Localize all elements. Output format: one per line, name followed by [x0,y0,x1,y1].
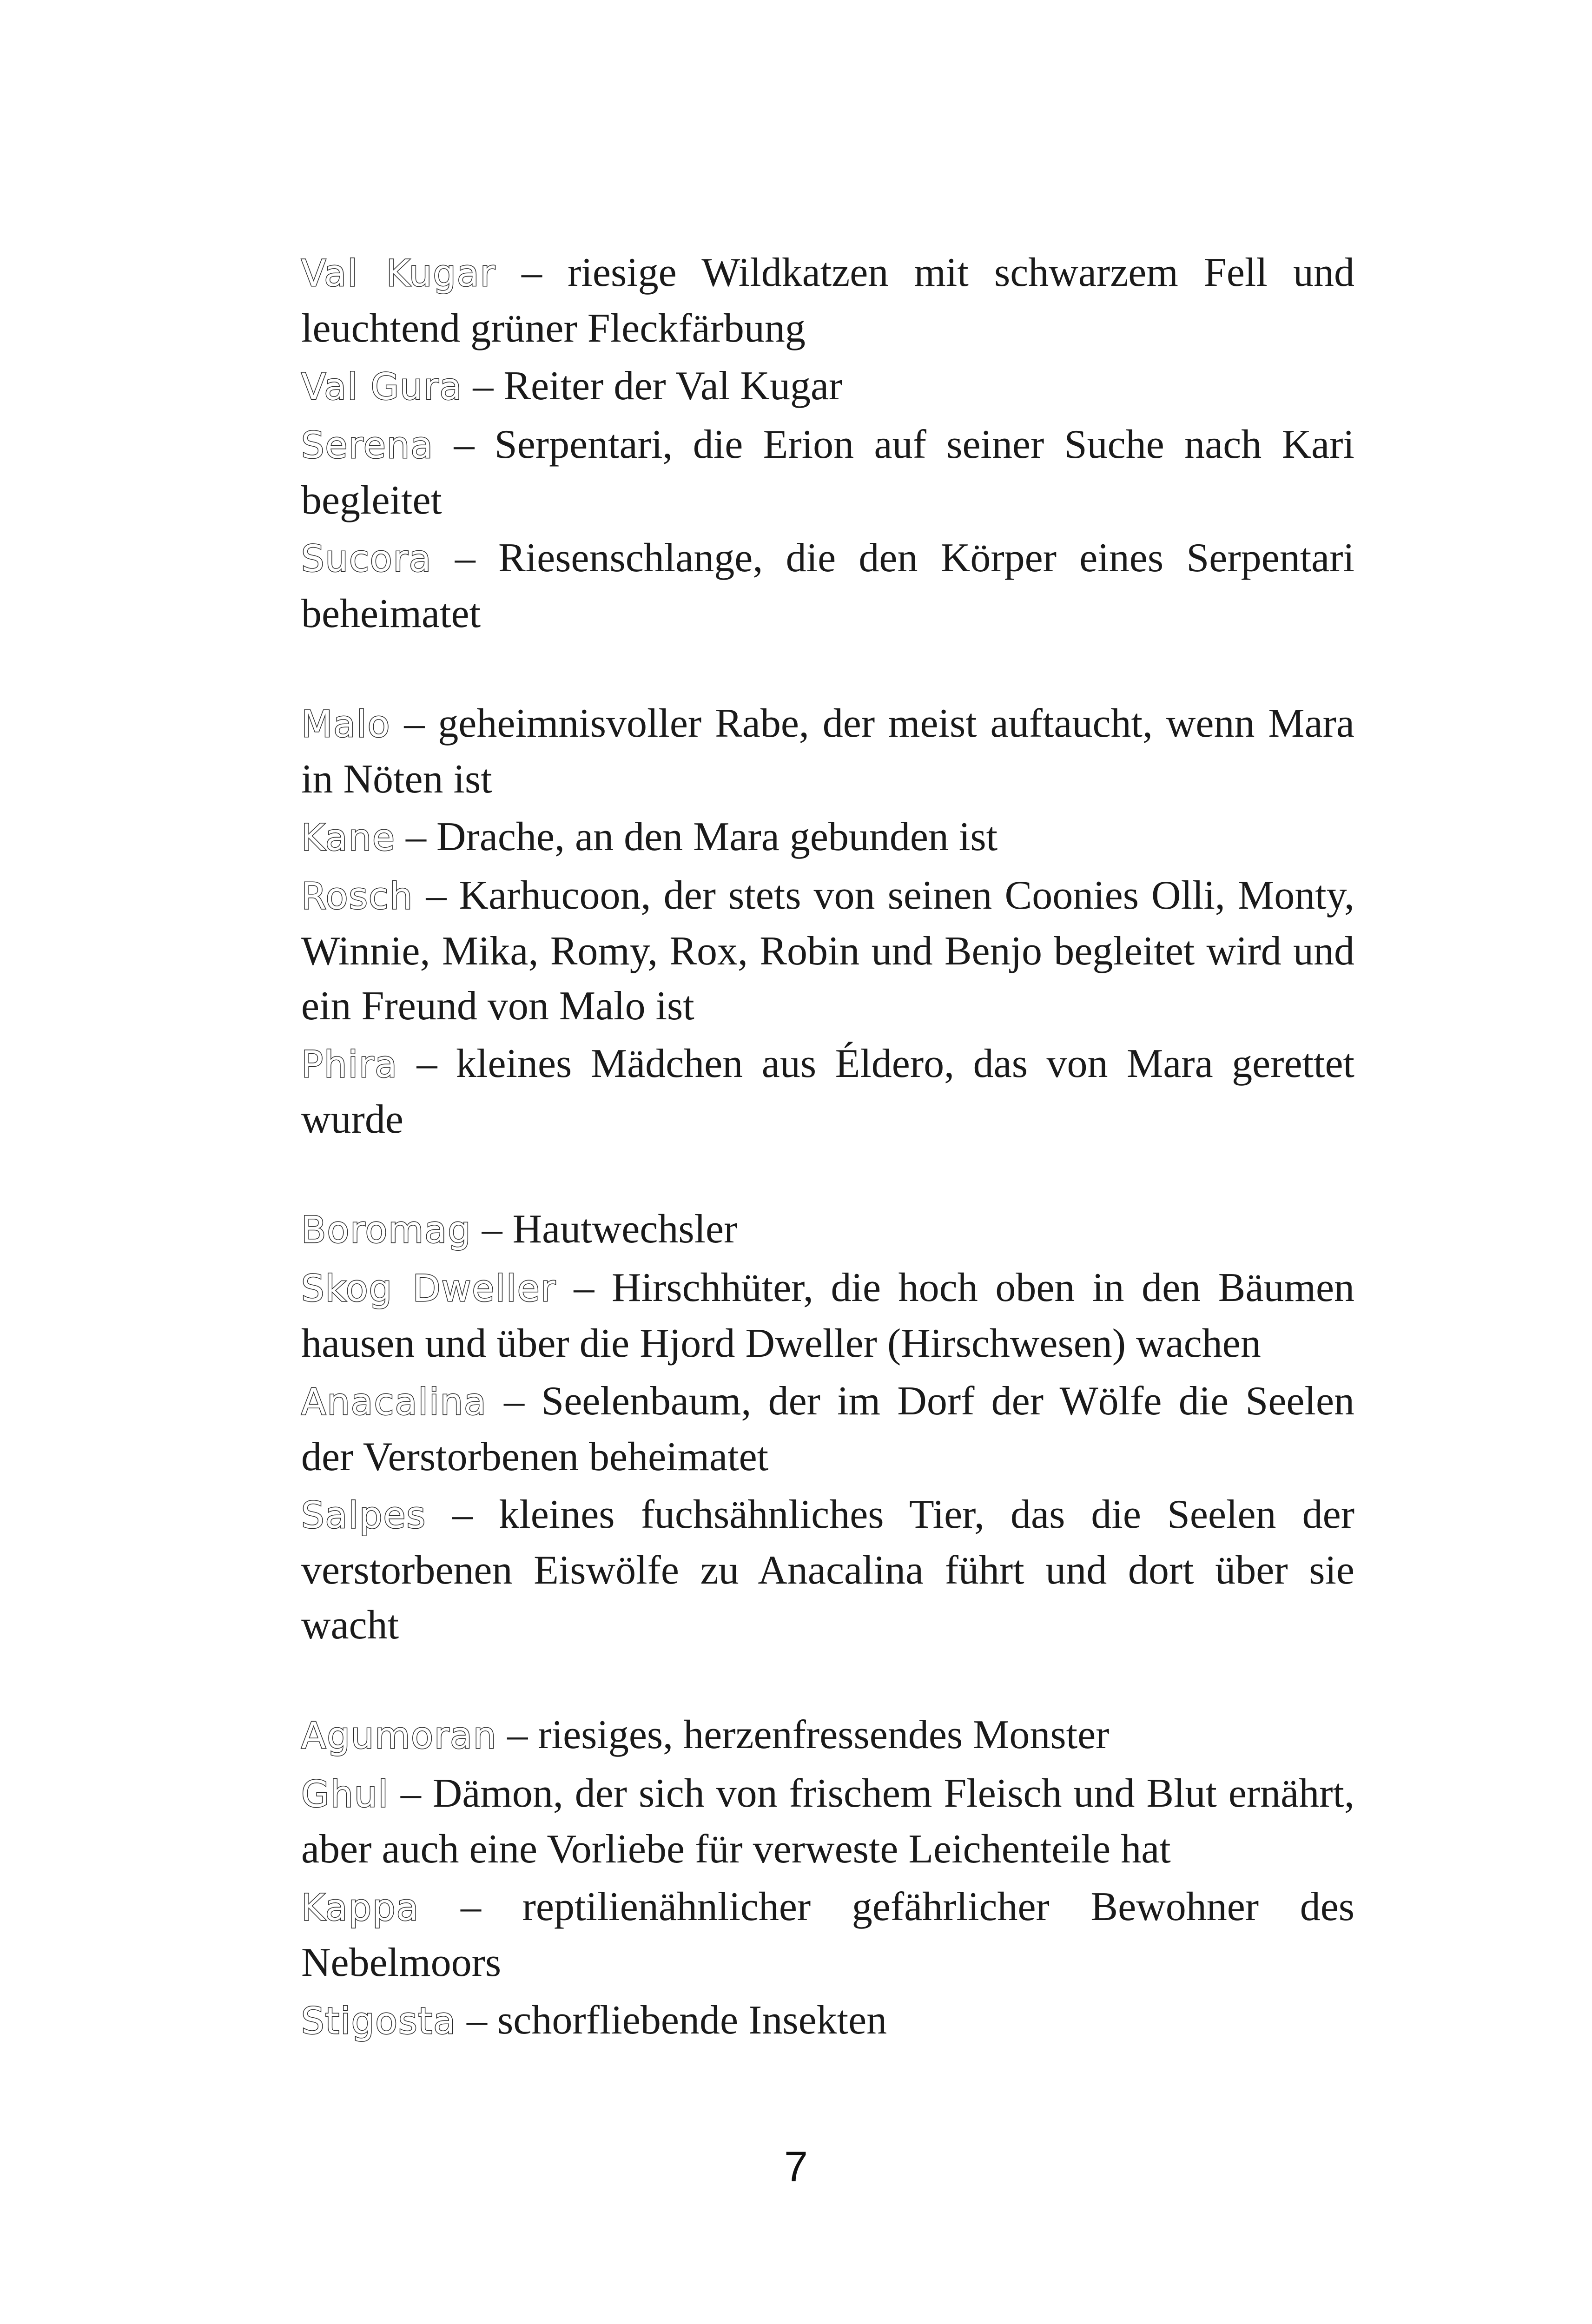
entry-name: Serena [301,425,434,467]
entry-name: Anacalina [301,1381,487,1423]
entry-description: – Dämon, der sich von frischem Fleisch und Blut ernährt, aber auch eine Vorliebe für verweste Leichenteile hat [301,1771,1354,1872]
entry-name: Stigosta [301,2000,457,2042]
entry-description: – riesiges, herzenfressendes Monster [497,1712,1110,1757]
glossary-entry-sucora [301,531,1354,641]
glossary-entry-phira [301,1037,1354,1147]
entry-description: – Seelenbaum, der im Dorf der Wölfe die Seelen der Verstorbenen beheimatet [301,1379,1354,1479]
glossary-entry-skog-dweller [301,1261,1354,1371]
entry-description: – riesige Wildkatzen mit schwarzem Fell und leuchtend grüner Fleckfärbung [301,250,1354,351]
entry-name: Rosch [301,876,414,918]
glossary-list [301,245,1354,2052]
entry-description: – Serpentari, die Erion auf seiner Suche nach Kari begleitet [301,422,1354,523]
entry-name: Val Gura [301,366,463,408]
glossary-entry-malo [301,696,1354,807]
entry-name: Val Kugar [301,253,496,295]
entry-name: Salpes [301,1495,427,1537]
glossary-entry-kane [301,810,1354,865]
entry-name: Phira [301,1044,398,1086]
glossary-entry-rosch [301,868,1354,1034]
entry-name: Kane [301,817,396,859]
entry-description: – Hirschhüter, die hoch oben in den Bäumen hausen und über die Hjord Dweller (Hirschwesen) wachen [301,1265,1355,1366]
glossary-entry-boromag [301,1202,1354,1258]
entry-description: – Drache, an den Mara gebunden ist [396,814,998,859]
glossary-entry-val-kugar [301,245,1354,356]
entry-description: – kleines Mädchen aus Éldero, das von Mara gerettet wurde [301,1041,1354,1142]
glossary-entry-ghul [301,1766,1354,1877]
entry-description: – Riesenschlange, die den Körper eines Serpentari beheimatet [301,535,1354,636]
entry-description: – Hautwechsler [471,1207,738,1252]
entry-name: Boromag [301,1209,472,1251]
entry-description: – schorfliebende Insekten [456,1998,887,2043]
entry-name: Agumoran [301,1715,497,1757]
glossary-entry-stigosta [301,1993,1354,2049]
entry-name: Kappa [301,1887,420,1929]
entry-description: – geheimnisvoller Rabe, der meist auftaucht, wenn Mara in Nöten ist [301,701,1354,802]
glossary-entry-salpes [301,1487,1354,1653]
entry-description: – reptilienähnlicher gefährlicher Bewohner des Nebelmoors [301,1884,1354,1985]
glossary-entry-agumoran [301,1708,1354,1763]
glossary-entry-serena [301,417,1354,528]
entry-description: – Karhucoon, der stets von seinen Coonies Olli, Monty, Winnie, Mika, Romy, Rox, Robin und Benjo begleitet wird und ein Freund von Malo ist [301,873,1354,1029]
glossary-entry-val-gura [301,359,1354,415]
glossary-entry-kappa [301,1880,1354,1990]
glossary-entry-anacalina [301,1374,1354,1485]
entry-description: – Reiter der Val Kugar [462,363,843,409]
page-number: 7 [784,2143,808,2191]
entry-name: Skog Dweller [301,1268,556,1310]
entry-description: – kleines fuchsähnliches Tier, das die Seelen der verstorbenen Eiswölfe zu Anacalina führt und dort über sie wacht [301,1492,1354,1648]
entry-name: Sucora [301,538,432,580]
entry-name: Ghul [301,1774,389,1816]
entry-name: Malo [301,704,391,746]
